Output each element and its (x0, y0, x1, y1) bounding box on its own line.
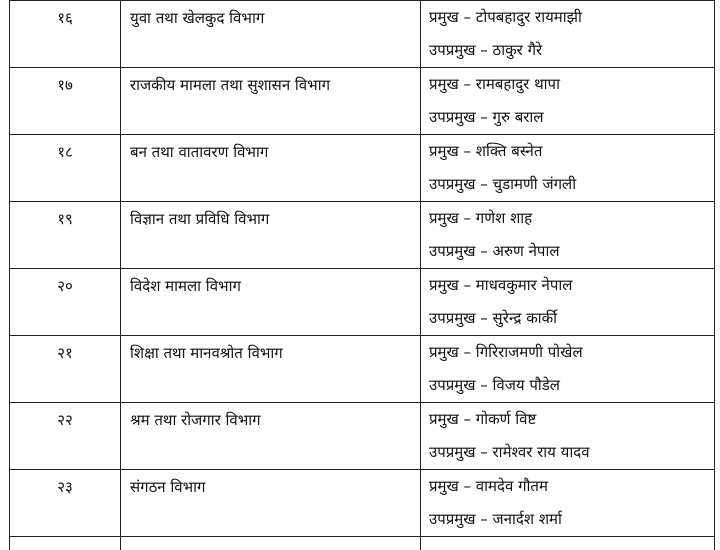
department-name: श्रम तथा रोजगार विभाग (130, 411, 261, 429)
table-row (10, 68, 715, 135)
row-number-cell (10, 336, 121, 403)
row-number-cell (10, 403, 121, 470)
deputy-official: उपप्रमुख – अरुण नेपाल (429, 242, 560, 260)
department-cell (121, 135, 421, 202)
head-official: प्रमुख – माधवकुमार नेपाल (429, 276, 573, 294)
department-name: बन तथा वातावरण विभाग (130, 143, 269, 161)
department-name: राजकीय मामला तथा सुशासन विभाग (130, 76, 331, 94)
table-row (10, 336, 715, 403)
head-official: प्रमुख – टोपबहादुर रायमाझी (429, 8, 582, 26)
row-number-cell (10, 537, 121, 550)
department-cell (121, 537, 421, 550)
officials-cell (421, 202, 715, 269)
department-cell (121, 202, 421, 269)
department-name: युवा तथा खेलकुद विभाग (130, 9, 265, 27)
row-number: १८ (57, 143, 73, 161)
row-number-cell (10, 202, 121, 269)
head-official: प्रमुख – गिरिराजमणी पोखेल (429, 343, 583, 361)
head-official: प्रमुख – गणेश शाह (429, 209, 533, 227)
department-cell (121, 68, 421, 135)
head-official: प्रमुख – गोकर्ण विष्ट (429, 410, 537, 428)
table-row (10, 470, 715, 537)
department-cell (121, 403, 421, 470)
row-number: २३ (57, 478, 73, 496)
officials-cell (421, 1, 715, 68)
row-number-cell (10, 470, 121, 537)
row-number: २२ (57, 411, 73, 429)
department-name: संगठन विभाग (130, 478, 206, 496)
row-number: १७ (57, 76, 73, 94)
department-name: विदेश मामला विभाग (130, 277, 241, 295)
head-official: प्रमुख – रामबहादुर थापा (429, 75, 560, 93)
department-cell (121, 470, 421, 537)
table-row-partial (10, 537, 715, 550)
deputy-official: उपप्रमुख – विजय पौडेल (429, 376, 560, 394)
officials-cell (421, 403, 715, 470)
department-cell (121, 1, 421, 68)
row-number: १६ (57, 9, 73, 27)
head-official: प्रमुख – शक्ति बस्नेत (429, 142, 543, 160)
head-official: प्रमुख – वामदेव गौतम (429, 477, 548, 495)
department-name: विज्ञान तथा प्रविधि विभाग (130, 210, 270, 228)
row-number: २० (57, 277, 73, 295)
officials-cell (421, 269, 715, 336)
deputy-official: उपप्रमुख – रामेश्वर राय यादव (429, 443, 590, 461)
deputy-official: उपप्रमुख – गुरु बराल (429, 108, 544, 126)
table-row (10, 135, 715, 202)
officials-cell (421, 470, 715, 537)
row-number: २१ (57, 344, 73, 362)
table-row (10, 1, 715, 68)
officials-cell (421, 135, 715, 202)
table-row (10, 202, 715, 269)
deputy-official: उपप्रमुख – ठाकुर गैरे (429, 41, 543, 59)
department-cell (121, 269, 421, 336)
department-table (9, 0, 715, 550)
department-name: शिक्षा तथा मानवश्रोत विभाग (130, 344, 283, 362)
row-number-cell (10, 135, 121, 202)
deputy-official: उपप्रमुख – सुरेन्द्र कार्की (429, 309, 558, 327)
officials-cell (421, 537, 715, 550)
row-number-cell (10, 68, 121, 135)
department-cell (121, 336, 421, 403)
table-row (10, 403, 715, 470)
row-number-cell (10, 1, 121, 68)
row-number-cell (10, 269, 121, 336)
row-number: १९ (57, 210, 73, 228)
officials-cell (421, 68, 715, 135)
officials-cell (421, 336, 715, 403)
table-row (10, 269, 715, 336)
deputy-official: उपप्रमुख – जनार्दश शर्मा (429, 510, 562, 528)
deputy-official: उपप्रमुख – चुडामणी जंगली (429, 175, 577, 193)
